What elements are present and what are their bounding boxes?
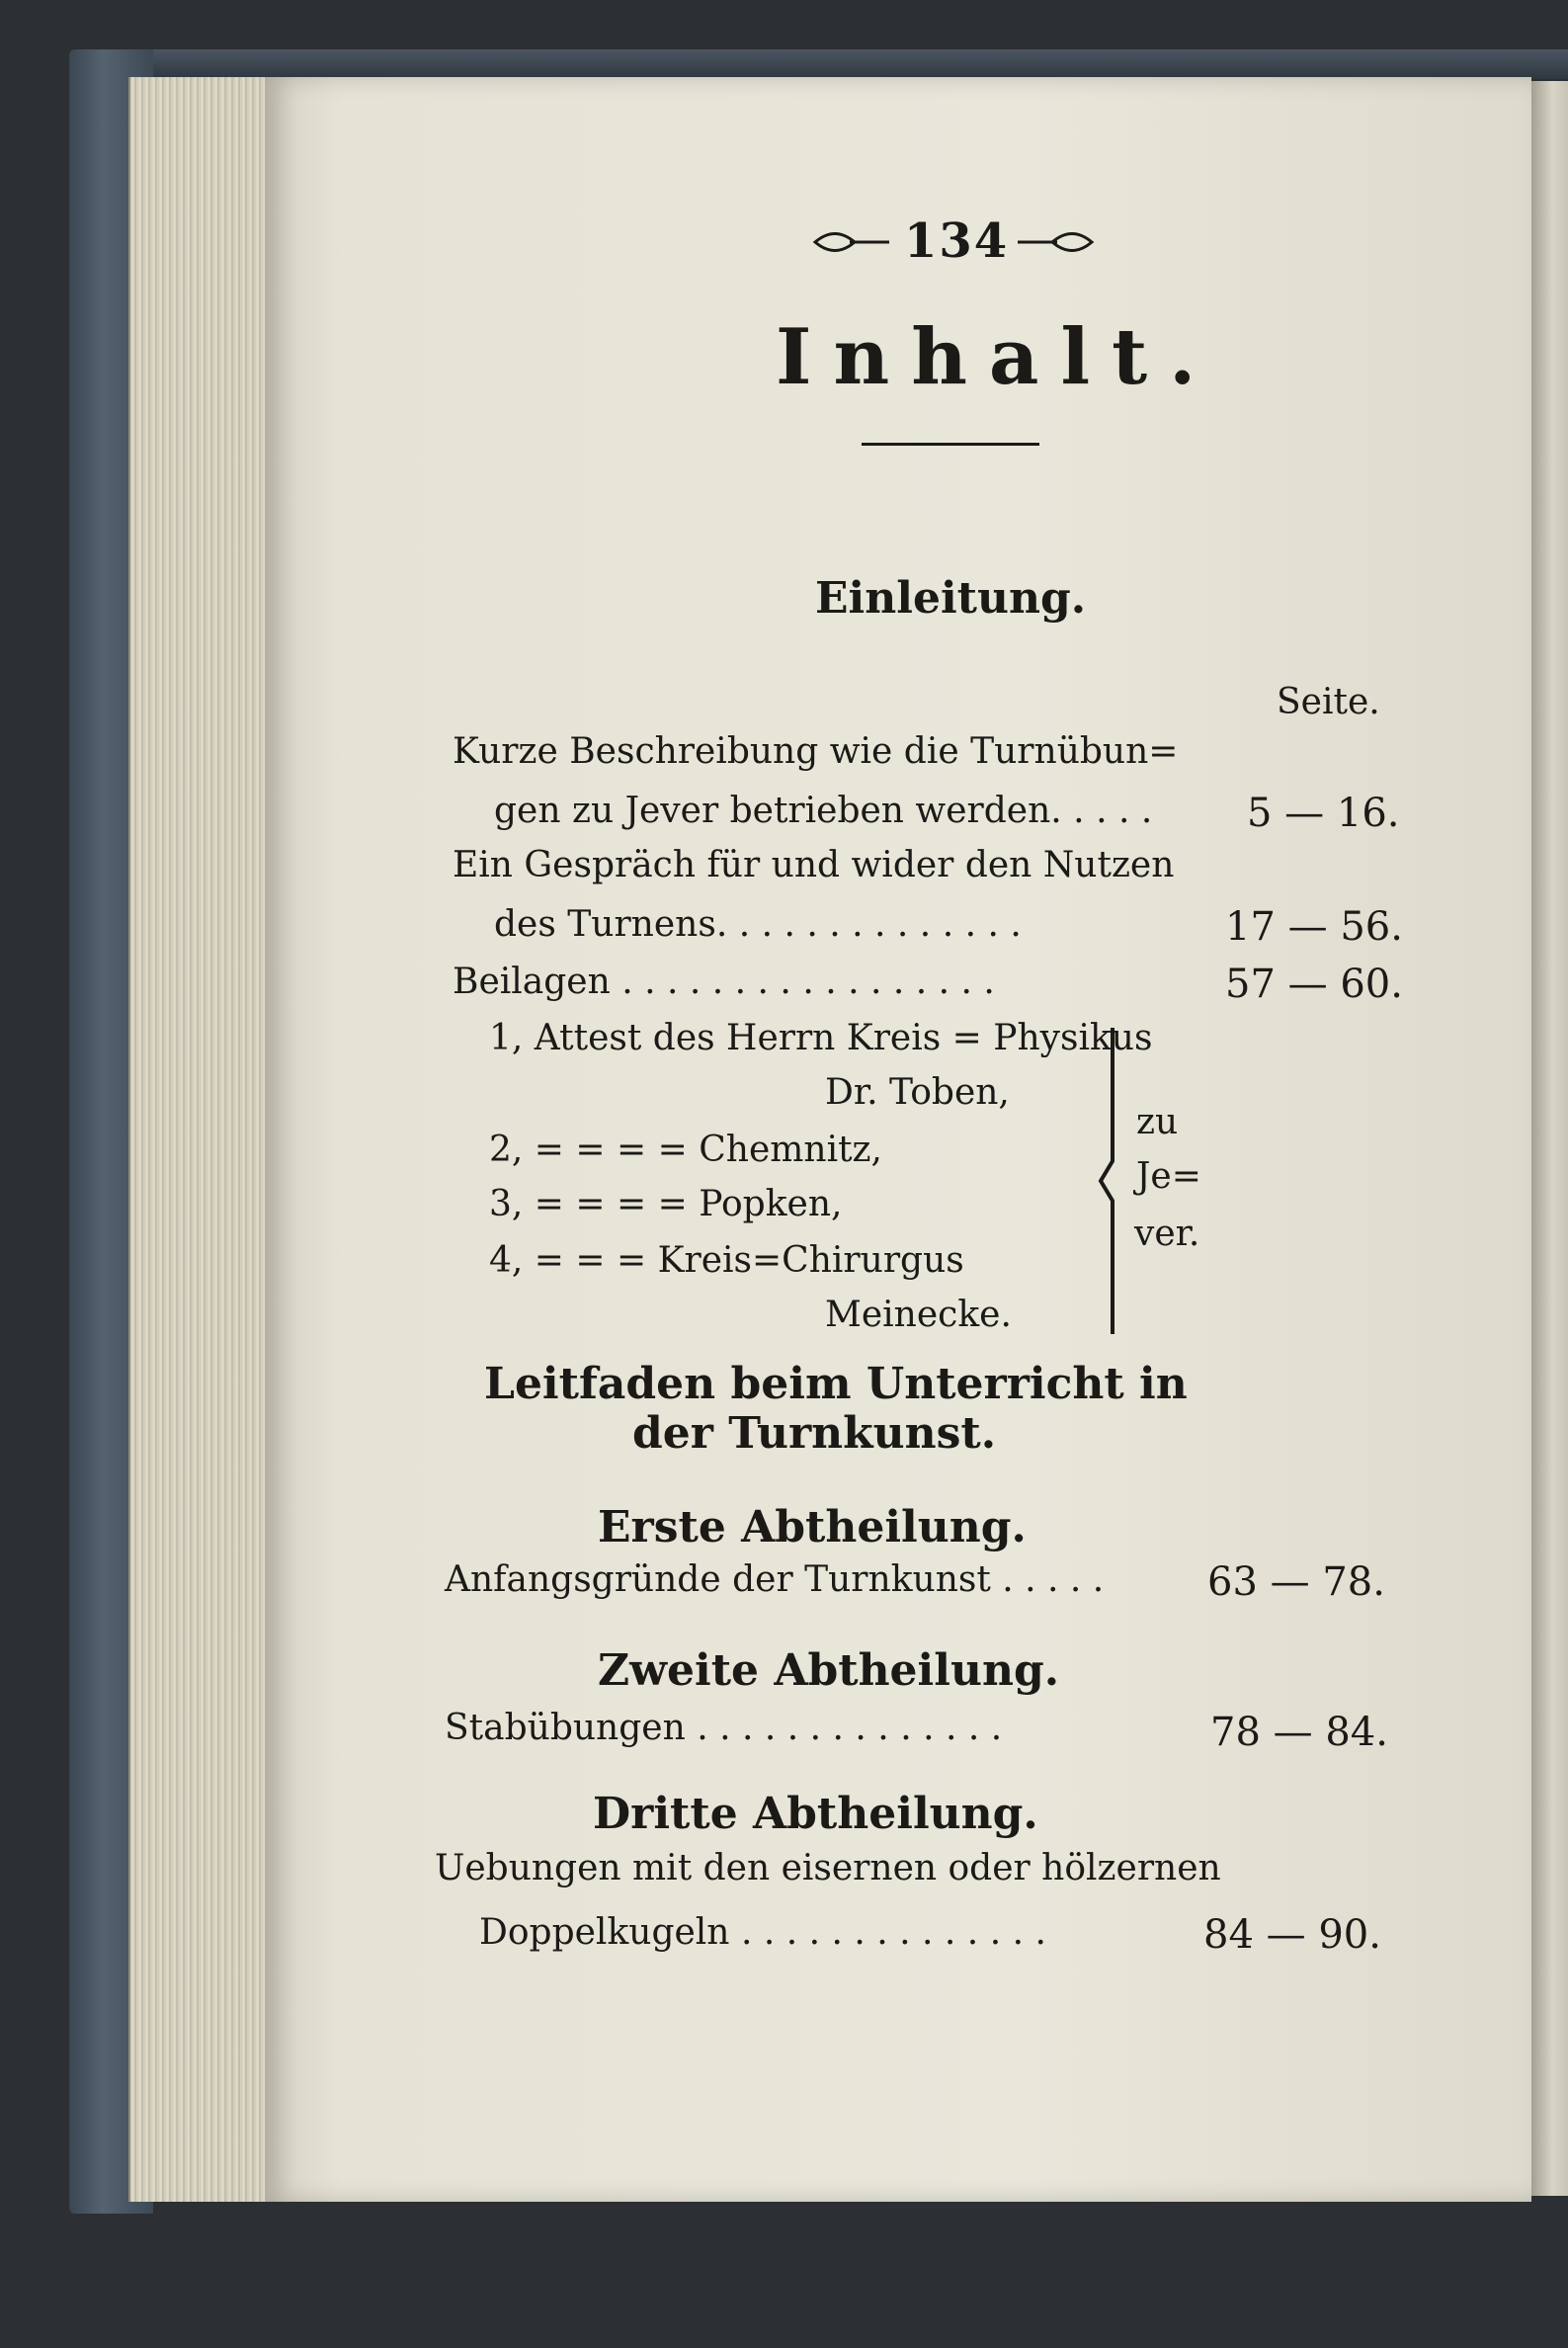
beilage-1-line-2: Dr. Toben, bbox=[825, 1072, 1010, 1113]
toc-entry-1-line-1: Kurze Beschreibung wie die Turnübun= bbox=[453, 731, 1179, 772]
part-3-entry-line-2: Doppelkugeln . . . . . . . . . . . . . . bbox=[479, 1912, 1046, 1953]
page-title: Inhalt. bbox=[776, 312, 1218, 402]
guide-heading-line-2: der Turnkunst. bbox=[632, 1408, 997, 1459]
seite-label: Seite. bbox=[1277, 682, 1380, 722]
brace-label-zu: zu bbox=[1136, 1102, 1179, 1142]
beilage-2: 2, = = = = Chemnitz, bbox=[489, 1130, 882, 1170]
beilage-4-line-2: Meinecke. bbox=[825, 1295, 1012, 1335]
part-2-pages: 78 — 84. bbox=[1210, 1710, 1388, 1755]
page-edges bbox=[128, 77, 269, 2202]
toc-entry-2-pages: 17 — 56. bbox=[1225, 904, 1403, 950]
toc-entry-2-line-1: Ein Gespräch für und wider den Nutzen bbox=[453, 845, 1175, 885]
page-number: 134 bbox=[904, 213, 1010, 269]
toc-entry-2-line-2: des Turnens. . . . . . . . . . . . . . bbox=[494, 904, 1022, 945]
toc-entry-3-pages: 57 — 60. bbox=[1225, 962, 1403, 1007]
part-3-entry-line-1: Uebungen mit den eisernen oder hölzernen bbox=[435, 1848, 1221, 1888]
toc-entry-3: Beilagen . . . . . . . . . . . . . . . . . bbox=[453, 962, 995, 1002]
title-rule bbox=[862, 443, 1039, 446]
part-2-heading: Zweite Abtheilung. bbox=[598, 1645, 1060, 1696]
beilagen-brace bbox=[1095, 1023, 1130, 1339]
toc-entry-1-line-2: gen zu Jever betrieben werden. . . . . bbox=[494, 791, 1153, 831]
brace-label-ver: ver. bbox=[1134, 1214, 1200, 1254]
part-1-pages: 63 — 78. bbox=[1207, 1559, 1385, 1605]
next-page-edge bbox=[1529, 81, 1568, 2196]
part-3-pages: 84 — 90. bbox=[1203, 1912, 1381, 1958]
toc-entry-1-pages: 5 — 16. bbox=[1247, 791, 1400, 836]
guide-heading-line-1: Leitfaden beim Unterricht in bbox=[484, 1359, 1188, 1409]
intro-heading: Einleitung. bbox=[815, 573, 1087, 624]
beilage-1-line-1: 1, Attest des Herrn Kreis = Physikus bbox=[489, 1018, 1153, 1058]
part-1-heading: Erste Abtheilung. bbox=[598, 1502, 1027, 1552]
brace-label-je: Je= bbox=[1136, 1156, 1201, 1197]
book-cover-top bbox=[79, 49, 1568, 79]
part-3-heading: Dritte Abtheilung. bbox=[593, 1789, 1038, 1839]
beilage-4-line-1: 4, = = = Kreis=Chirurgus bbox=[489, 1240, 964, 1281]
beilage-3: 3, = = = = Popken, bbox=[489, 1184, 843, 1224]
part-2-entry: Stabübungen . . . . . . . . . . . . . . bbox=[445, 1708, 1003, 1748]
part-1-entry: Anfangsgründe der Turnkunst . . . . . bbox=[445, 1559, 1105, 1600]
